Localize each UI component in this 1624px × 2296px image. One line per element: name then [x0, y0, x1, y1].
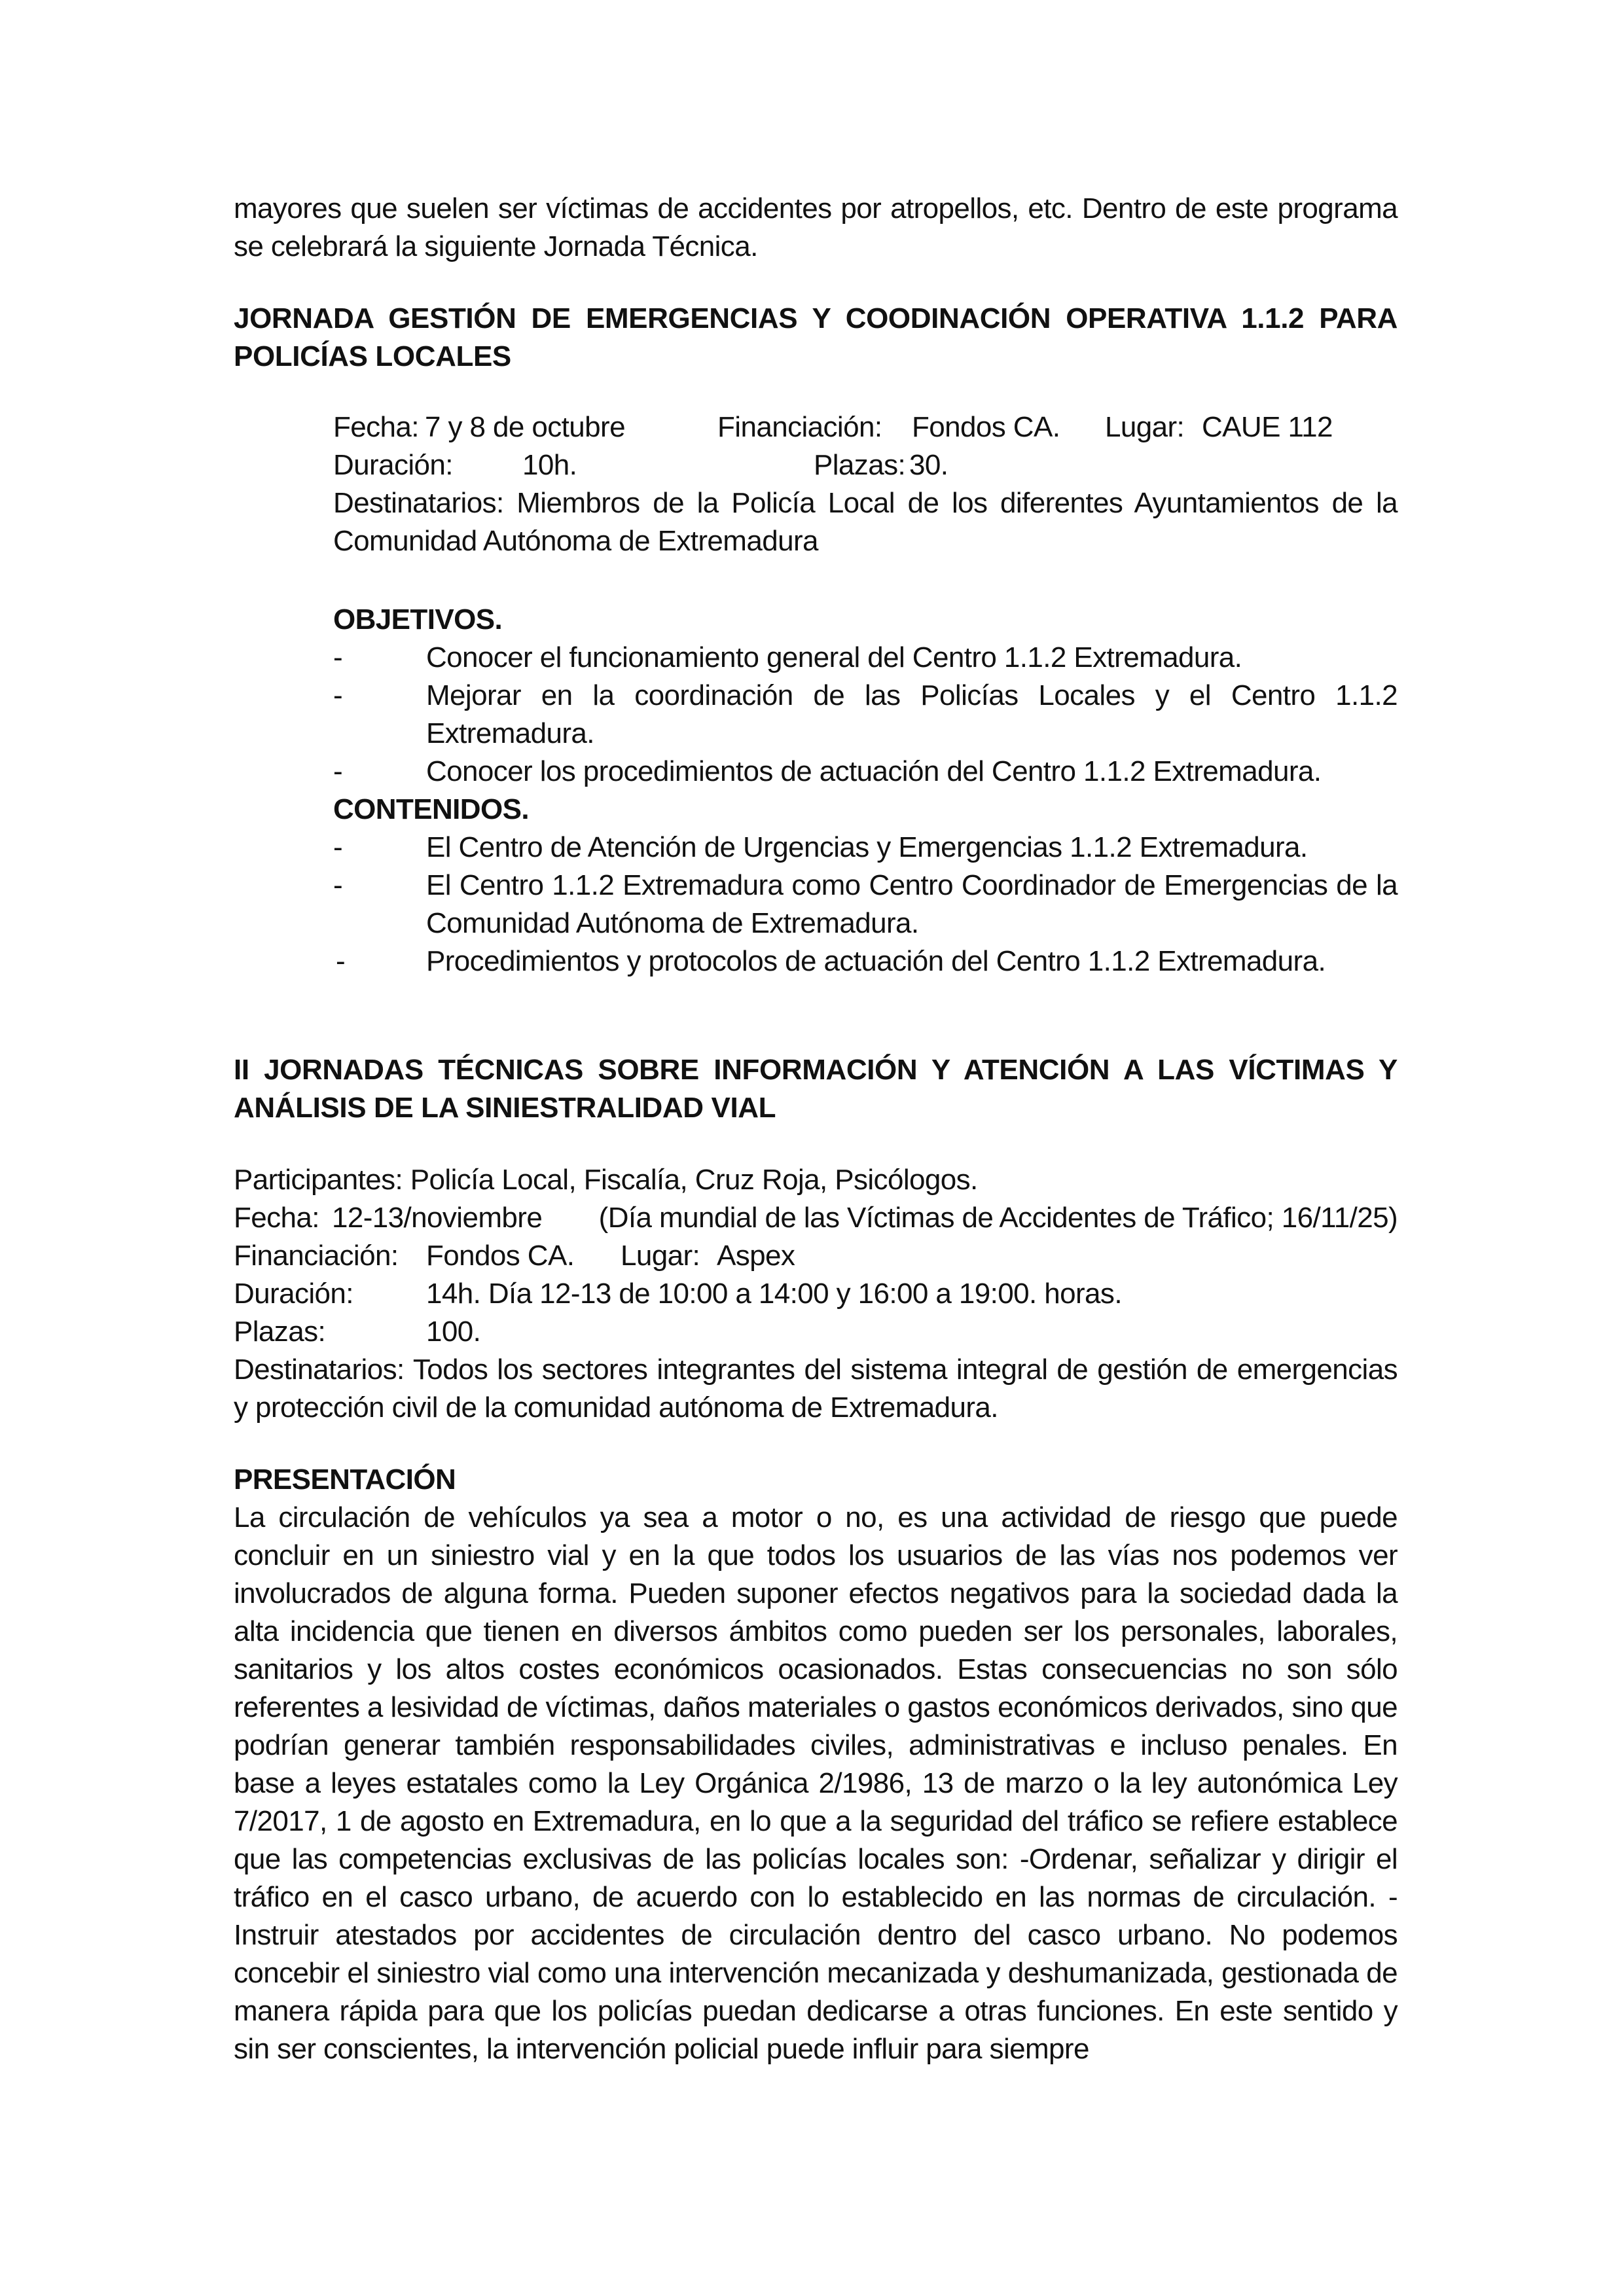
jornada1-fecha-label: Fecha:	[333, 411, 419, 443]
jornada2-fecha-label: Fecha:	[234, 1202, 319, 1234]
bullet-dash: -	[333, 641, 343, 673]
jornada2-financiacion-label: Financiación:	[234, 1240, 399, 1272]
jornada1-title: JORNADA GESTIÓN DE EMERGENCIAS Y COODINACIÓN OPERATIVA 1.1.2 PARA POLICÍAS LOCALES	[234, 302, 1398, 372]
bullet-dash: -	[336, 945, 346, 977]
objetivo-item	[234, 639, 1398, 677]
contenido-text: El Centro de Atención de Urgencias y Emergencias 1.1.2 Extremadura.	[426, 831, 1308, 863]
presentacion-paragraph: La circulación de vehículos ya sea a motor o no, es una actividad de riesgo que puede concluir en un siniestro vial y en la que todos los usuarios de las vías nos podemos ver involucrados de alguna forma. Pueden suponer efectos negativos para la sociedad dada la alta incidencia que tienen en diversos ámbitos como pueden ser los personales, laborales, sanitarios y los altos costes económicos ocasionados. Estas consecuencias no son sólo referentes a lesividad de víctimas, daños materiales o gastos económicos derivados, sino que podrían generar también responsabilidades civiles, administrativas e incluso penales. En base a leyes estatales como la Ley Orgánica 2/1986, 13 de marzo o la ley autonómica Ley 7/2017, 1 de agosto en Extremadura, en lo que a la seguridad del tráfico se refiere establece que las competencias exclusivas de las policías locales son: -Ordenar, señalizar y dirigir el tráfico en el casco urbano, de acuerdo con lo establecido en las normas de circulación. -Instruir atestados por accidentes de circulación dentro del casco urbano. No podemos concebir el siniestro vial como una intervención mecanizada y deshumanizada, gestionada de manera rápida para que los policías puedan dedicarse a otras funciones. En este sentido y sin ser conscientes, la intervención policial puede influir para siempre	[234, 1501, 1398, 2065]
jornada1-details	[333, 408, 1398, 980]
bullet-dash: -	[333, 679, 343, 711]
jornada1-destinatarios: Destinatarios: Miembros de la Policía Local de los diferentes Ayuntamientos de la Comunidad Autónoma de Extremadura	[333, 487, 1398, 557]
jornada1-duracion-label: Duración:	[333, 449, 453, 481]
jornada2-lugar-label: Lugar:	[621, 1240, 700, 1272]
bullet-dash: -	[333, 869, 343, 901]
jornada2-fecha-value: 12-13/noviembre	[332, 1202, 543, 1234]
bullet-dash: -	[333, 831, 343, 863]
contenidos-title: CONTENIDOS.	[333, 793, 529, 825]
objetivos-title: OBJETIVOS.	[333, 603, 503, 636]
jornada1-plazas-value: 30.	[909, 449, 948, 481]
jornada2-plazas-label: Plazas:	[234, 1316, 326, 1348]
jornada1-lugar-value: CAUE 112	[1202, 411, 1333, 443]
jornada2-duracion-value: 14h. Día 12-13 de 10:00 a 14:00 y 16:00 a 19:00. horas.	[426, 1278, 1122, 1310]
jornada1-fecha-value: 7 y 8 de octubre	[425, 411, 625, 443]
objetivo-text: Conocer los procedimientos de actuación del Centro 1.1.2 Extremadura.	[426, 755, 1322, 787]
contenido-item	[333, 867, 1398, 942]
jornada2-duracion-label: Duración:	[234, 1278, 353, 1310]
objetivo-text: Conocer el funcionamiento general del Centro 1.1.2 Extremadura.	[426, 641, 1242, 673]
jornada1-row-duracion	[333, 446, 1398, 484]
jornada2-plazas-value: 100.	[426, 1316, 481, 1348]
bullet-dash: -	[333, 755, 343, 787]
jornada1-duracion-value: 10h.	[522, 449, 577, 481]
jornada1-financiacion-value: Fondos CA.	[912, 411, 1060, 443]
jornada1-financiacion-label: Financiación:	[717, 411, 882, 443]
objetivo-item	[333, 677, 1398, 753]
jornada2-fecha-note: (Día mundial de las Víctimas de Accidentes de Tráfico; 16/11/25)	[598, 1202, 1398, 1234]
jornada2-row-plazas	[234, 1313, 1398, 1351]
jornada2-destinatarios: Destinatarios: Todos los sectores integrantes del sistema integral de gestión de emergencias y protección civil de la comunidad autónoma de Extremadura.	[234, 1354, 1398, 1424]
jornada2-lugar-value: Aspex	[717, 1240, 795, 1272]
jornada1-lugar-label: Lugar:	[1105, 411, 1185, 443]
objetivo-item	[333, 753, 1398, 791]
presentacion-title: PRESENTACIÓN	[234, 1463, 456, 1496]
contenido-item	[333, 829, 1398, 867]
intro-paragraph: mayores que suelen ser víctimas de accidentes por atropellos, etc. Dentro de este programa se celebrará la siguiente Jornada Técnica.	[234, 192, 1398, 262]
jornada1-row-fecha	[333, 408, 1398, 446]
jornada2-row-duracion	[234, 1275, 1398, 1313]
jornada2-details	[234, 1161, 1398, 1427]
jornada2-title: II JORNADAS TÉCNICAS SOBRE INFORMACIÓN Y ATENCIÓN A LAS VÍCTIMAS Y ANÁLISIS DE LA SINIESTRALIDAD VIAL	[234, 1054, 1398, 1124]
document-page	[234, 190, 1398, 2068]
objetivo-text: Mejorar en la coordinación de las Policías Locales y el Centro 1.1.2 Extremadura.	[426, 679, 1398, 749]
jornada2-financiacion-value: Fondos CA.	[426, 1240, 575, 1272]
jornada2-row-financiacion	[234, 1237, 1398, 1275]
jornada2-participantes: Participantes: Policía Local, Fiscalía, Cruz Roja, Psicólogos.	[234, 1164, 978, 1196]
jornada2-row-fecha	[234, 1199, 1398, 1237]
contenido-text: El Centro 1.1.2 Extremadura como Centro Coordinador de Emergencias de la Comunidad Autónoma de Extremadura.	[426, 869, 1398, 939]
jornada1-plazas-label: Plazas:	[814, 449, 906, 481]
contenido-text: Procedimientos y protocolos de actuación del Centro 1.1.2 Extremadura.	[426, 945, 1326, 977]
contenido-item	[333, 942, 1398, 980]
